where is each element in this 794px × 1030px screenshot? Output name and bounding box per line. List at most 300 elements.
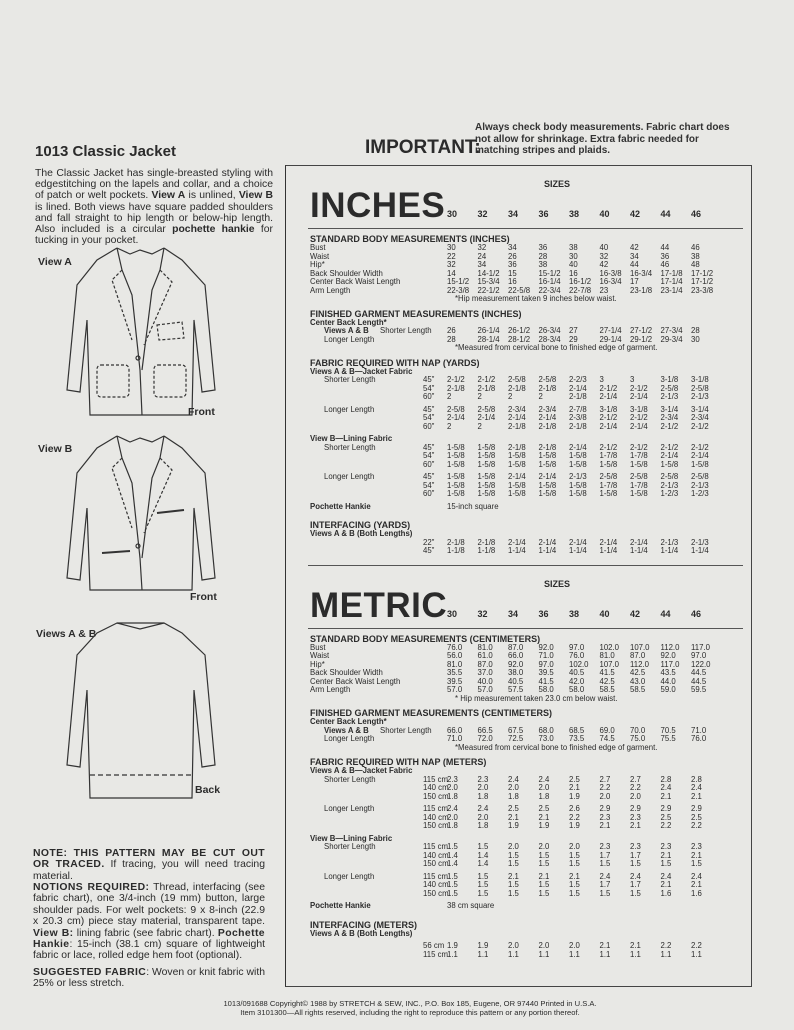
fabric-width: 115 cm [423, 871, 448, 881]
row-label-text: Center Back Waist Length [310, 277, 401, 286]
cell-value: 2-1/4 [660, 451, 679, 460]
cell-value: 1.5 [508, 880, 519, 889]
measurement-chart [285, 165, 752, 987]
fabric-width: 45" [423, 546, 435, 555]
cell-value: 3-1/8 [691, 375, 709, 384]
row-label [310, 814, 423, 823]
cell-value: 1-1/4 [569, 546, 587, 555]
row-label [310, 881, 423, 890]
cell-value: 2-1/4 [477, 413, 496, 422]
cell-value: 71.0 [691, 725, 707, 735]
cell-value: 2-1/8 [508, 421, 526, 431]
footnote: *Hip measurement taken 9 inches below waist. [455, 294, 617, 303]
cell-value: 58.0 [538, 685, 554, 694]
cell-value: 2-1/8 [538, 383, 557, 393]
cell-value: 2-5/8 [660, 472, 679, 481]
cell-value: 2-1/3 [691, 480, 709, 490]
row-label-text: Hip* [310, 260, 325, 269]
cell-value: 2-1/8 [508, 383, 526, 393]
cell-value: 1-5/8 [508, 489, 526, 498]
cell-value: 2.4 [538, 774, 550, 784]
section-heading: FABRIC REQUIRED WITH NAP (METERS) [310, 757, 487, 767]
footer-line-1: 1013/091688 Copyright© 1988 by STRETCH & SEW, INC., P.O. Box 185, Eugene, OR 97440 Printed in U.S.A. [223, 999, 597, 1008]
cell-value: 1-5/8 [569, 489, 587, 498]
cell-value: 28 [447, 334, 456, 344]
table-row [310, 652, 751, 661]
row-label [310, 805, 423, 814]
cell-value: 67.5 [508, 725, 524, 735]
row-label [310, 890, 423, 899]
cell-value: 71.0 [538, 651, 554, 660]
measurement-table [286, 634, 751, 960]
cell-value: 117.0 [660, 659, 680, 669]
cell-value: 57.0 [447, 685, 463, 694]
cell-value: 1.4 [477, 859, 489, 868]
size-header: 44 [660, 209, 671, 219]
table-row [310, 376, 751, 385]
cell-value: 2.2 [660, 941, 672, 950]
cell-value: 3-1/8 [660, 375, 679, 384]
cell-value: 27-1/4 [599, 326, 622, 335]
cell-value: 2-1/8 [538, 421, 557, 431]
cell-value: 1-5/8 [538, 451, 557, 460]
cell-value: 1-5/8 [447, 472, 465, 481]
cell-value: 2 [477, 392, 482, 401]
row-label [310, 385, 423, 394]
cell-value: 39.5 [447, 676, 463, 686]
row-label [310, 735, 423, 744]
cell-value: 1.1 [447, 949, 458, 959]
cell-value: 2-1/4 [630, 392, 648, 401]
cell-value: 2-5/8 [691, 472, 709, 481]
back-view-label: Back [195, 784, 221, 796]
cell-value: 2.0 [447, 812, 458, 822]
row-label [310, 490, 423, 499]
fabric-width: 150 cm [423, 791, 449, 801]
cell-value: 3-1/4 [691, 404, 709, 414]
cell-value: 56.0 [447, 651, 463, 660]
cell-value: 36 [538, 243, 548, 252]
cell-value: 1.9 [569, 791, 580, 801]
row-label [310, 482, 423, 491]
cell-value: 2-1/4 [447, 413, 465, 422]
cell-value: 2.7 [630, 774, 641, 784]
subsection-heading: Views A & B—Jacket Fabric [310, 366, 413, 376]
cell-value: 1-5/8 [569, 480, 587, 490]
fabric-width [423, 678, 447, 687]
cell-value: 74.5 [599, 734, 615, 743]
pattern-title: 1013 Classic Jacket [35, 143, 176, 160]
bold-text: View B: [33, 927, 74, 939]
subsection-heading: Views A & B (Both Lengths) [310, 928, 413, 938]
fabric-width: 56 cm [423, 941, 445, 950]
cell-value: 2.4 [691, 783, 702, 792]
cell-value: 1.7 [599, 880, 611, 889]
cell-value: 36 [660, 251, 670, 261]
cell-value: 1.7 [630, 850, 641, 860]
cell-value: 1.8 [508, 791, 519, 801]
cell-value: 14 [447, 268, 456, 278]
cell-value: 2-1/3 [660, 392, 679, 401]
subsection-heading: Views A & B (Both Lengths) [310, 529, 413, 538]
sizes-label: SIZES [544, 578, 571, 589]
cell-value: 2-1/4 [538, 537, 557, 547]
size-header: 36 [538, 608, 549, 619]
cell-value: 44.0 [660, 676, 676, 686]
cell-value: 2.0 [569, 842, 580, 851]
spacer [310, 511, 751, 515]
cell-value: 2-2/3 [569, 375, 587, 384]
cell-value: 1-7/8 [599, 451, 618, 460]
cell-value: 2-1/8 [477, 383, 496, 393]
sizes-row [447, 209, 722, 219]
cell-value: 1-5/8 [447, 489, 465, 498]
row-label [310, 444, 423, 453]
row-label [310, 860, 423, 869]
fabric-width: 54" [423, 383, 435, 393]
cell-value: 97.0 [538, 659, 554, 669]
row-label [310, 873, 423, 882]
cell-value: 2-3/4 [660, 413, 679, 422]
cell-value: 1-5/8 [538, 480, 557, 490]
row-value: 15-inch square [447, 501, 499, 511]
cell-value: 16-1/2 [569, 277, 592, 286]
cell-value: 2 [477, 421, 482, 431]
row-label [310, 793, 423, 802]
cell-value: 2.0 [477, 783, 489, 792]
cell-value: 2.7 [599, 774, 611, 784]
cell-value: 15 [508, 268, 517, 278]
fabric-width: 54" [423, 413, 435, 422]
views-a-b-label: Views A & B [36, 628, 97, 640]
table-row [310, 423, 751, 432]
cell-value: 1.5 [447, 842, 458, 851]
cell-value: 46 [691, 243, 700, 252]
cell-value: 1.5 [660, 859, 672, 868]
cell-value: 1-5/8 [477, 489, 496, 498]
size-header: 30 [447, 608, 458, 619]
important-text: Always check body measurements. Fabric chart does not allow for shrinkage. Extra fabric needed for matching stripes and plaids. [475, 122, 730, 156]
cell-value: 22-3/4 [538, 285, 561, 295]
cell-value: 92.0 [660, 651, 676, 660]
cell-value: 76.0 [569, 651, 585, 660]
cell-value: 1.6 [660, 888, 672, 898]
row-label [310, 393, 423, 402]
fabric-width: 140 cm [423, 880, 449, 889]
cell-value: 2-1/4 [508, 413, 526, 422]
size-header: 30 [447, 209, 458, 219]
view-a-front-jacket-drawing [62, 240, 222, 420]
metric-chart [286, 566, 751, 960]
cell-value: 2.3 [447, 774, 458, 784]
cell-value: 2-1/2 [447, 375, 465, 384]
cell-value: 2 [447, 421, 452, 431]
cell-value: 2-1/8 [477, 537, 496, 547]
cell-value: 22 [447, 251, 456, 261]
section-heading: FINISHED GARMENT MEASUREMENTS (INCHES) [310, 308, 522, 319]
cell-value: 1-1/8 [477, 546, 496, 555]
cell-value: 2.8 [691, 774, 702, 784]
cell-value: 1-1/4 [599, 546, 618, 555]
row-label-text: Bust [310, 642, 326, 652]
row-label [310, 423, 423, 432]
row-label [310, 376, 423, 385]
cell-value: 112.0 [630, 659, 649, 669]
cell-value: 2-5/8 [508, 375, 526, 384]
row-label [310, 686, 423, 695]
cell-value: 1.8 [447, 821, 458, 830]
cell-value: 2-1/4 [599, 392, 618, 401]
text-segment: : 15-inch (38.1 cm) square of lightweight fabric or lace, rolled edge hem foot (optional). [33, 939, 265, 962]
cell-value: 38 [569, 243, 578, 252]
sizes-label: SIZES [544, 179, 571, 189]
fabric-width [423, 278, 447, 287]
cell-value: 2-1/2 [630, 383, 648, 393]
cell-value: 57.0 [477, 685, 493, 694]
cell-value: 1-5/8 [447, 451, 465, 460]
cell-value: 1.5 [538, 880, 550, 889]
row-label-text: Arm Length [310, 685, 351, 694]
size-header: 40 [599, 209, 610, 219]
cell-value: 32 [477, 243, 487, 252]
row-label [310, 784, 423, 793]
cell-value: 16-1/4 [538, 277, 561, 286]
fabric-width: 115 cm [423, 774, 448, 784]
cell-value: 2.1 [508, 871, 519, 881]
cell-value: 2-1/2 [630, 413, 648, 422]
cell-value: 1-5/8 [477, 459, 496, 469]
cell-value: 1.1 [599, 949, 611, 959]
cell-value: 41.5 [599, 668, 615, 677]
row-label [310, 547, 423, 556]
table-row [310, 873, 751, 882]
inches-chart [286, 166, 751, 556]
table-row [310, 547, 751, 556]
cell-value: 37.0 [477, 668, 493, 677]
fabric-width: 140 cm [423, 812, 449, 822]
cell-value: 2.2 [569, 812, 580, 822]
cell-value: 1.5 [477, 871, 489, 881]
fabric-width [423, 253, 447, 262]
cell-value: 1.9 [447, 941, 458, 950]
cell-value: 1-1/4 [630, 546, 648, 555]
row-label [310, 452, 423, 461]
row-sublabel: Shorter Length [380, 326, 432, 335]
size-header: 38 [569, 608, 580, 619]
text-segment: If tracing, you will need tracing material. [33, 859, 265, 882]
cell-value: 1-5/8 [508, 480, 526, 490]
cell-value: 2.5 [538, 804, 550, 813]
text-segment: : Woven or knit fabric with 25% or less stretch. [33, 967, 265, 990]
cell-value: 35.5 [447, 668, 463, 677]
fabric-width: 60" [423, 421, 435, 431]
cell-value: 2.1 [691, 880, 702, 889]
cell-value: 1.9 [477, 941, 489, 950]
row-label [310, 652, 423, 661]
cell-value: 43.5 [660, 668, 676, 677]
cell-value: 46 [660, 260, 670, 269]
cell-value: 70.5 [660, 725, 676, 735]
cell-value: 2.2 [691, 941, 702, 950]
cell-value: 2-1/4 [508, 472, 526, 481]
fabric-width [423, 727, 447, 736]
row-label [310, 253, 423, 262]
cell-value: 2.1 [630, 821, 641, 830]
cell-value: 2.1 [691, 850, 702, 860]
cell-value: 2 [447, 392, 452, 401]
row-label [310, 336, 423, 345]
row-label-text: Shorter Length [324, 842, 376, 851]
cell-value: 2.0 [569, 941, 580, 950]
cell-value: 26 [508, 251, 517, 261]
cell-value: 2.9 [599, 804, 611, 813]
spacer [310, 911, 751, 915]
cell-value: 40 [569, 260, 578, 269]
cell-value: 29-1/2 [630, 334, 653, 344]
cell-value: 81.0 [599, 651, 615, 660]
cell-value: 1.1 [691, 949, 702, 959]
cell-value: 2-1/3 [660, 537, 679, 547]
text-segment: is unlined, [185, 190, 239, 202]
cell-value: 92.0 [508, 659, 524, 669]
cell-value: 1-5/8 [508, 459, 526, 469]
cell-value: 1.1 [630, 949, 641, 959]
cell-value: 1.5 [477, 888, 489, 898]
cell-value: 2-1/8 [538, 442, 557, 452]
cell-value: 2.0 [508, 783, 519, 792]
cell-value: 1.5 [508, 888, 519, 898]
cell-value: 48 [691, 260, 700, 269]
cell-value: 23-1/8 [630, 285, 653, 295]
cell-value: 2-1/2 [599, 442, 618, 452]
cell-value: 2.5 [691, 812, 702, 822]
cell-value: 70.0 [630, 725, 646, 735]
fabric-width: 150 cm [423, 859, 449, 868]
table-row [310, 244, 751, 253]
cell-value: 3 [599, 375, 604, 384]
cell-value: 1.5 [630, 859, 641, 868]
cell-value: 16-3/4 [630, 268, 653, 278]
cell-value: 2-5/8 [691, 383, 709, 393]
cell-value: 1.5 [508, 850, 519, 860]
cell-value: 28-3/4 [538, 334, 561, 344]
row-label-text: Bust [310, 243, 326, 252]
row-label [310, 822, 423, 831]
cell-value: 15-3/4 [477, 277, 500, 286]
table-row [310, 327, 751, 336]
cell-value: 24 [477, 251, 487, 261]
cell-value: 1-5/8 [477, 472, 496, 481]
cell-value: 2.4 [630, 871, 641, 881]
cell-value: 1.5 [538, 859, 550, 868]
cell-value: 23 [599, 285, 609, 295]
table-row [310, 644, 751, 653]
cell-value: 2.1 [569, 871, 580, 881]
text-segment: is lined. Both views have square padded shoulders and fall straight to hip length or below-hip length. Also included is a circular [35, 201, 273, 236]
cell-value: 81.0 [447, 659, 463, 669]
row-label-text: Longer Length [324, 871, 375, 881]
row-label-text: Pochette Hankie [310, 501, 371, 511]
cell-value: 1.8 [477, 821, 489, 830]
table-row [310, 902, 751, 911]
footnote: *Measured from cervical bone to finished edge of garment. [455, 343, 658, 352]
cell-value: 44.5 [691, 668, 707, 677]
cell-value: 58.5 [630, 685, 646, 694]
subsection-heading: Center Back Length* [310, 717, 387, 726]
cell-value: 2-1/4 [691, 451, 709, 460]
cell-value: 2.2 [599, 783, 611, 792]
cell-value: 1-5/8 [447, 480, 465, 490]
subsection-heading: View B—Lining Fabric [310, 434, 393, 443]
unit-title: METRIC [310, 585, 448, 625]
cell-value: 2-1/4 [630, 537, 648, 547]
row-label-text: Center Back Waist Length [310, 676, 401, 686]
cell-value: 2-1/3 [691, 392, 709, 401]
view-b-label: View B [38, 443, 73, 455]
sizes-row [447, 609, 722, 619]
cell-value: 1.5 [477, 842, 489, 851]
cell-value: 2-1/8 [447, 537, 465, 547]
cell-value: 2.9 [630, 804, 641, 813]
cell-value: 2.1 [599, 821, 611, 830]
cell-value: 3-1/4 [660, 404, 679, 414]
table-row [310, 452, 751, 461]
cell-value: 76.0 [691, 734, 707, 743]
cell-value: 68.5 [569, 725, 585, 735]
cell-value: 2-5/8 [660, 383, 679, 393]
cell-value: 2.0 [538, 842, 550, 851]
bold-text: NOTIONS REQUIRED: [33, 882, 150, 893]
text-segment: Thread, interfacing (see fabric chart), one 3/4-inch (19 mm) button, large shoulder pads. For welt pockets: 9 x 8-inch (22.9 x 20.3 cm) piece stay material, transparent tape. [33, 882, 265, 928]
cell-value: 26-1/4 [477, 326, 500, 335]
text-segment: for tucking in your pocket. [35, 224, 273, 247]
cell-value: 122.0 [691, 659, 711, 669]
footnote: * Hip measurement taken 23.0 cm below waist. [455, 693, 618, 703]
cell-value: 1-5/8 [630, 489, 648, 498]
text-segment: The Classic Jacket has single-breasted styling with edgestitching on the lapels and collar, and a choice of patch or welt pockets. [35, 168, 273, 202]
cell-value: 1.9 [508, 821, 519, 830]
cell-value: 2-1/4 [569, 383, 587, 393]
fabric-width: 60" [423, 459, 435, 469]
cell-value: 2-1/2 [599, 383, 618, 393]
cell-value: 38 [538, 260, 548, 269]
cell-value: 1.5 [599, 888, 611, 898]
cell-value: 2.0 [599, 791, 611, 801]
section-heading: FABRIC REQUIRED WITH NAP (YARDS) [310, 357, 480, 368]
row-label-text: Shorter Length [324, 774, 376, 784]
cell-value: 1.4 [477, 850, 489, 860]
cell-value: 1-5/8 [538, 489, 557, 498]
cell-value: 1-5/8 [691, 459, 709, 469]
footnote: *Measured from cervical bone to finished edge of garment. [455, 742, 658, 752]
cell-value: 29-1/4 [599, 334, 622, 344]
table-row [310, 727, 751, 736]
table-row [310, 843, 751, 852]
cell-value: 2-1/4 [569, 537, 587, 547]
cell-value: 2.4 [660, 783, 672, 792]
cell-value: 1-2/3 [691, 489, 709, 498]
size-header: 32 [477, 209, 488, 219]
cell-value: 66.0 [447, 725, 463, 735]
cell-value: 1-5/8 [477, 451, 496, 460]
cell-value: 58.5 [599, 685, 615, 694]
cell-value: 2.0 [477, 812, 489, 822]
row-label-text: Shorter Length [324, 375, 376, 384]
cell-value: 1.5 [599, 859, 611, 868]
row-label [310, 287, 423, 296]
table-row [310, 793, 751, 802]
cell-value: 2-1/2 [660, 421, 679, 431]
